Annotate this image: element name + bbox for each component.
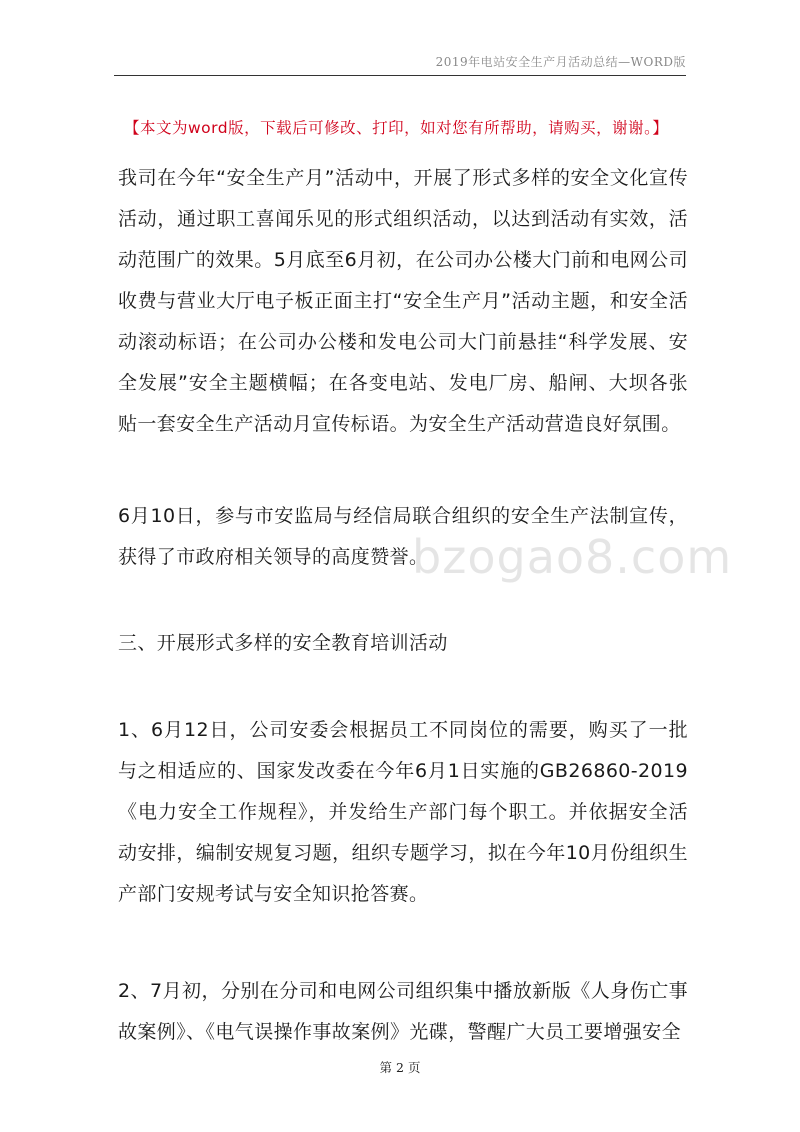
header-divider <box>114 75 686 76</box>
page-number: 第 2 页 <box>379 1060 421 1075</box>
paragraph-item-2: 2、7月初，分别在分司和电网公司组织集中播放新版《人身伤亡事故案例》、《电气误操作事故案例》光碟，警醒广大员工要增强安全 <box>118 980 688 1043</box>
paragraph-june-10: 6月10日，参与市安监局与经信局联合组织的安全生产法制宣传，获得了市政府相关领导的高度赞誉。 <box>118 505 688 568</box>
document-header-title: 2019年电站安全生产月活动总结—WORD版 <box>435 55 686 69</box>
watermark: bzogao8.com <box>412 530 733 584</box>
paragraph-campaign-overview: 我司在今年“安全生产月”活动中，开展了形式多样的安全文化宣传活动，通过职工喜闻乐见的形式组织活动，以达到活动有实效，活动范围广的效果。5月底至6月初，在公司办公楼大门前和电网公司收费与营业大厅电子板正面主打“安全生产月”活动主题，和安全活动滚动标语；在公司办公楼和发电公司大门前悬挂“科学发展、安全发展”安全主题横幅；在各变电站、发电厂房、船闸、大坝各张贴一套安全生产活动月宣传标语。为安全生产活动营造良好氛围。 <box>118 167 688 435</box>
paragraph-item-1: 1、6月12日，公司安委会根据员工不同岗位的需要，购买了一批与之相适应的、国家发改委在今年6月1日实施的GB26860-2019《电力安全工作规程》，并发给生产部门每个职工。并依据安全活动安排，编制安规复习题，组织专题学习，拟在今年10月份组织生产部门安规考试与安全知识抢答赛。 <box>118 719 688 905</box>
section-heading-training: 三、开展形式多样的安全教育培训活动 <box>118 632 448 654</box>
download-notice: 【本文为word版，下载后可修改、打印，如对您有所帮助，请购买，谢谢。】 <box>124 119 669 137</box>
